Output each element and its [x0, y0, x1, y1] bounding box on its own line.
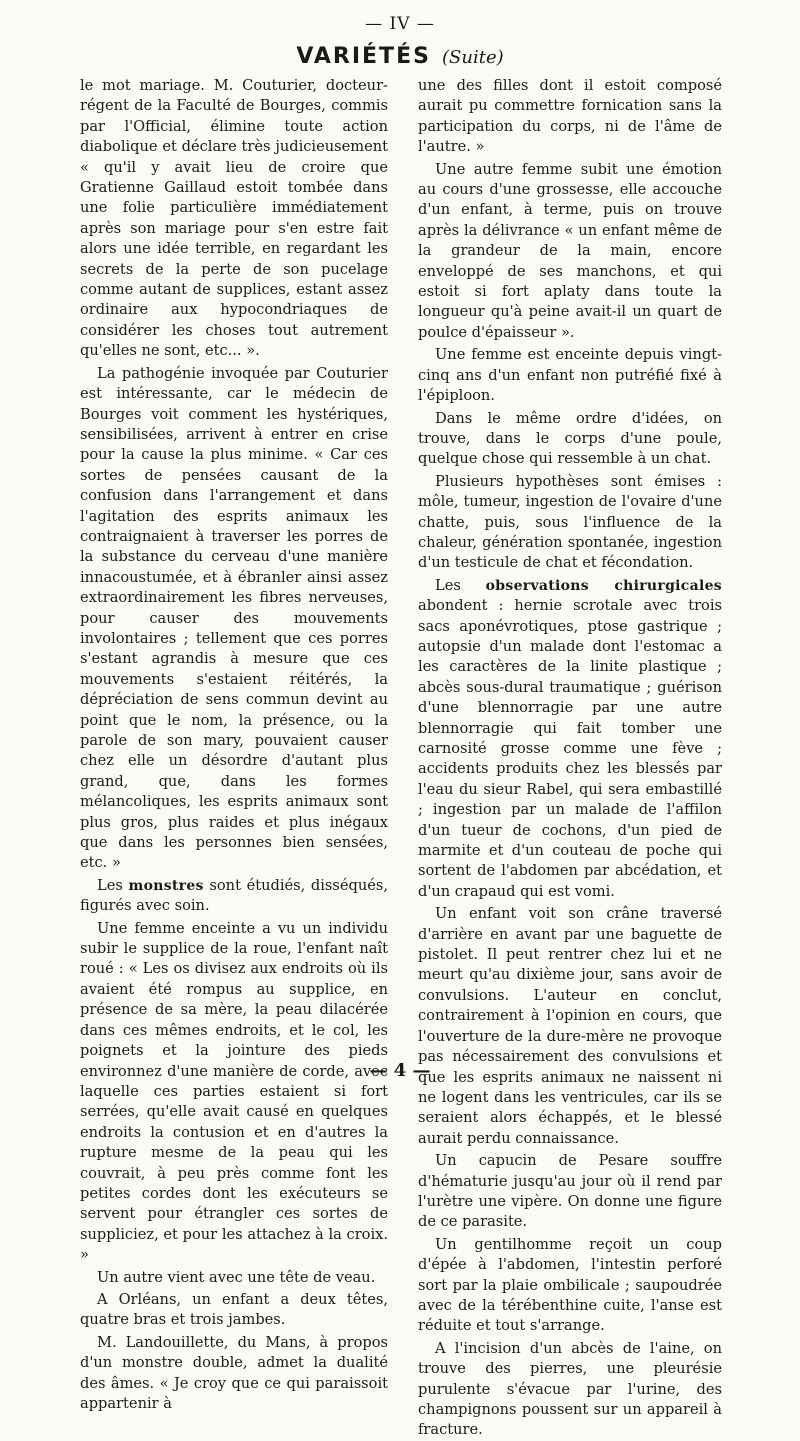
- right-column: [418, 76, 722, 1441]
- paragraph: une des filles dont il estoit composé aurait pu commettre fornication sans la participation du corps, ni de l'âme de l'autre. »: [418, 77, 722, 156]
- paragraph: Un capucin de Pesare souffre d'hématurie jusqu'au jour où il rend par l'urètre une vipère. On donne une figure de ce parasite.: [418, 1152, 722, 1231]
- paragraph: A Orléans, un enfant a deux têtes, quatre bras et trois jambes.: [80, 1290, 388, 1329]
- bold-term: observations chirurgicales: [485, 577, 722, 594]
- paragraph: Une femme enceinte a vu un individu subir le supplice de la roue, l'enfant naît roué : « Les os divisez aux endroits où ils avaient été rompus au supplice, en présence de sa mère, la peau dilacérée dans ces mêmes endroits, et le col, les poignets et la jointure des pieds environnez d'une manière de corde, avec laquelle ces parties estaient si fort serrées, qu'elle avait causé en quelques endroits la contusion et en d'autres la rupture mesme de la peau qui les couvrait, à peu près comme font les petites cordes dont les exécuteurs se servent pour étrangler ces sortes de suppliciez, et pour les attachez à la croix. »: [80, 919, 388, 1264]
- paragraph: Une femme est enceinte depuis vingt-cinq ans d'un enfant non putréfié fixé à l'épiploon.: [418, 346, 722, 405]
- page-number: — 4 —: [369, 1060, 431, 1081]
- bold-term: monstres: [128, 877, 204, 894]
- left-column: [80, 76, 388, 1414]
- paragraph: Une autre femme subit une émotion au cours d'une grossesse, elle accouche d'un enfant, à terme, puis on trouve après la délivrance « un enfant même de la grandeur de la main, encore enveloppé de ses manchons, et qui estoit si fort aplaty dans toute la longueur qu'à peine avait-il un quart de poulce d'épaisseur ».: [418, 160, 722, 341]
- paragraph: [80, 876, 388, 917]
- text-span: Les: [435, 576, 461, 594]
- text-span: abondent : hernie scrotale avec trois sacs aponévrotiques, ptose gastrique ; autopsie d'un malade dont l'estomac a les caractères de la linite plastique ; abcès sous-dural traumatique ; guérison d'une blennorragie par une autre blennorragie qui fait tomber une carnosité grosse comme une fève ; accidents produits chez les blessés par l'eau du sieur Rabel, qui sera embastillé ; ingestion par un malade de l'affilon d'un tueur de cochons, d'un pied de marmite et d'un couteau de poche qui sortent de l'abdomen par abcédation, et d'un crapaud qui est vomi.: [418, 597, 722, 900]
- paragraph: Dans le même ordre d'idées, on trouve, dans le corps d'une poule, quelque chose qui ressemble à un chat.: [418, 409, 722, 468]
- text-span: Les: [97, 876, 123, 894]
- paragraph: le mot mariage. M. Couturier, docteur-régent de la Faculté de Bourges, commis par l'Official, élimine toute action diabolique et déclare très judicieusement « qu'il y avait lieu de croire que Gratienne Gaillaud estoit tombée dans une folie particulière immédiatement après son mariage pour s'en estre fait alors une idée terrible, en regardant les secrets de la perte de son pucelage comme autant de supplices, estant assez ordinaire aux hypocondriaques de considérer les choses tout autrement qu'elles ne sont, etc... ».: [80, 77, 388, 360]
- paragraph: Un autre vient avec une tête de veau.: [97, 1268, 376, 1286]
- paragraph: [418, 576, 722, 903]
- paragraph: M. Landouillette, du Mans, à propos d'un monstre double, admet la dualité des âmes. « Je croy que ce qui paraissoit appartenir à: [80, 1333, 388, 1412]
- title-suffix: (Suite): [442, 47, 504, 68]
- text-span: sont étudiés, disséqués, figurés avec soin.: [80, 876, 389, 915]
- paragraph: Plusieurs hypothèses sont émises : môle, tumeur, ingestion de l'ovaire d'une chatte, puis, sous l'influence de la chaleur, génération spontanée, ingestion d'un testicule de chat et fécondation.: [418, 472, 722, 572]
- paragraph: A l'incision d'un abcès de l'aine, on trouve des pierres, une pleurésie purulente s'évacue par l'urine, des champignons poussent sur un appareil à fracture.: [418, 1339, 722, 1439]
- paragraph: Un enfant voit son crâne traversé d'arrière en avant par une baguette de pistolet. Il peut rentrer chez lui et ne meurt qu'au dixième jour, sans avoir de convulsions. L'auteur en conclut, contrairement à l'opinion en cours, que l'ouverture de la dure-mère ne provoque pas nécessairement des convulsions et que les esprits animaux ne naissent ni ne logent dans les ventricules, car ils se seraient alors échappés, et le blessé aurait perdu connaissance.: [418, 905, 722, 1147]
- page-title: [0, 44, 800, 69]
- title-text: VARIÉTÉS: [296, 44, 431, 69]
- paragraph: La pathogénie invoquée par Couturier est intéressante, car le médecin de Bourges voit comment les hystériques, sensibilisées, arrivent à entrer en crise pour la cause la plus minime. « Car ces sortes de pensées causant de la confusion dans l'arrangement et dans l'agitation des esprits animaux les contraignaient à traverser les porres de la substance du cerveau d'une manière innacoustumée, et à ébranler ainsi assez extraordinairement les fibres nerveuses, pour causer des mouvements involontaires ; tellement que ces porres s'estant agrandis à mesure que ces mouvements s'estaient réitérés, la dépréciation de sens commun devint au point que le nom, la présence, ou la parole de son mary, pouvaient causer chez elle un désordre d'autant plus grand, que, dans les formes mélancoliques, les esprits animaux sont plus gros, plus raides et plus inégaux que dans les personnes bien sensées, etc. »: [80, 364, 388, 872]
- page-number-roman: — IV —: [365, 14, 435, 34]
- paragraph: Un gentilhomme reçoit un coup d'épée à l'abdomen, l'intestin perforé sort par la plaie ombilicale ; saupoudrée avec de la térébenthine cuite, l'anse est réduite et tout s'arrange.: [418, 1235, 722, 1335]
